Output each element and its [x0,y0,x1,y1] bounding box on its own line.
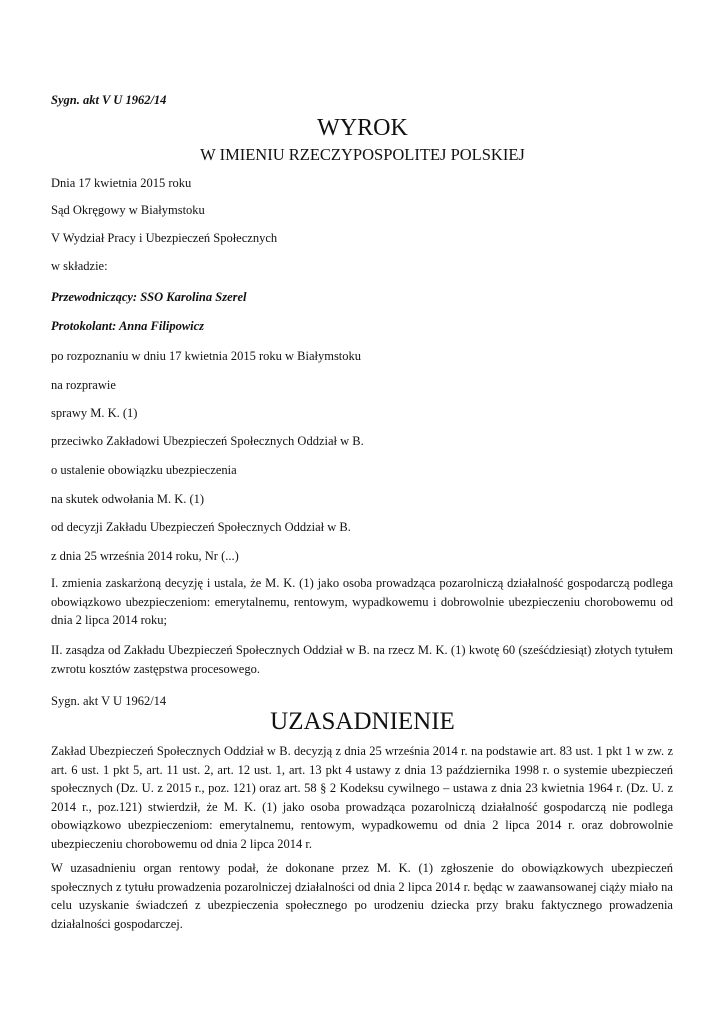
case-line: na skutek odwołania M. K. (1) [51,492,205,506]
panel-label: w składzie: [51,259,108,273]
case-line: po rozpoznaniu w dniu 17 kwietnia 2015 roku w Białymstoku [51,349,362,363]
case-signature-bottom: Sygn. akt V U 1962/14 [51,694,167,708]
case-line: o ustalenie obowiązku ubezpieczenia [51,463,237,477]
ruling-point-1: I. zmienia zaskarżoną decyzję i ustala, że M. K. (1) jako osoba prowadząca pozarolniczą działalność gospodarczą podlega obowiązkowo ubezpieczeniom: emerytalnemu, rentowym, wypadkowemu i dobrowolnie ubezpieczeniu chorobowemu od dnia 2 lipca 2014 roku; [51,576,673,627]
justification-paragraph: W uzasadnieniu organ rentowy podał, że dokonane przez M. K. (1) zgłoszenie do obowiązkowych ubezpieczeń społecznych z tytułu prowadzenia pozarolniczej działalności od dnia 2 lipca 2014 r. będąc w zaawansowanej ciąży miało na celu uzyskanie świadczeń z ubezpieczenia społecznego po urodzeniu dziecka przy braku faktycznego prowadzenia działalności gospodarczej. [51,861,673,931]
court-division: V Wydział Pracy i Ubezpieczeń Społecznych [51,231,278,245]
case-line: z dnia 25 września 2014 roku, Nr (...) [51,549,239,563]
ruling-point-2: II. zasądza od Zakładu Ubezpieczeń Społecznych Oddział w B. na rzecz M. K. (1) kwotę 60 (sześćdziesiąt) złotych tytułem zwrotu kosztów zastępstwa procesowego. [51,643,673,676]
justification-title: UZASADNIENIE [270,708,455,735]
judgment-subtitle: W IMIENIU RZECZYPOSPOLITEJ POLSKIEJ [200,145,525,164]
judgment-date: Dnia 17 kwietnia 2015 roku [51,176,192,190]
case-signature-top: Sygn. akt V U 1962/14 [51,93,167,107]
presiding-judge: Przewodniczący: SSO Karolina Szerel [51,290,247,304]
case-line: na rozprawie [51,378,116,392]
court-clerk: Protokolant: Anna Filipowicz [51,319,205,333]
justification-paragraph: Zakład Ubezpieczeń Społecznych Oddział w B. decyzją z dnia 25 września 2014 r. na podstawie art. 83 ust. 1 pkt 1 w zw. z art. 6 ust. 1 pkt 5, art. 11 ust. 2, art. 12 ust. 1, art. 13 pkt 4 ustawy z dnia 13 października 1998 r. o systemie ubezpieczeń społecznych (Dz. U. z 2015 r., poz. 121) oraz art. 58 § 2 Kodeksu cywilnego – ustawa z dnia 23 kwietnia 1964 r. (Dz. U. z 2014 r., poz.121) stwierdził, że M. K. (1) jako osoba prowadząca pozarolniczą działalność gospodarczą nie podlega obowiązkowo ubezpieczeniom: emerytalnemu, rentowym, wypadkowemu od dnia 2 lipca 2014 r. oraz dobrowolnie ubezpieczeniu chorobowemu od dnia 2 lipca 2014 r. [51,744,673,851]
court-name: Sąd Okręgowy w Białymstoku [51,203,205,217]
judgment-title: WYROK [317,115,408,141]
case-line: sprawy M. K. (1) [51,406,138,420]
case-line: przeciwko Zakładowi Ubezpieczeń Społecznych Oddział w B. [51,434,364,448]
case-line: od decyzji Zakładu Ubezpieczeń Społecznych Oddział w B. [51,520,351,534]
